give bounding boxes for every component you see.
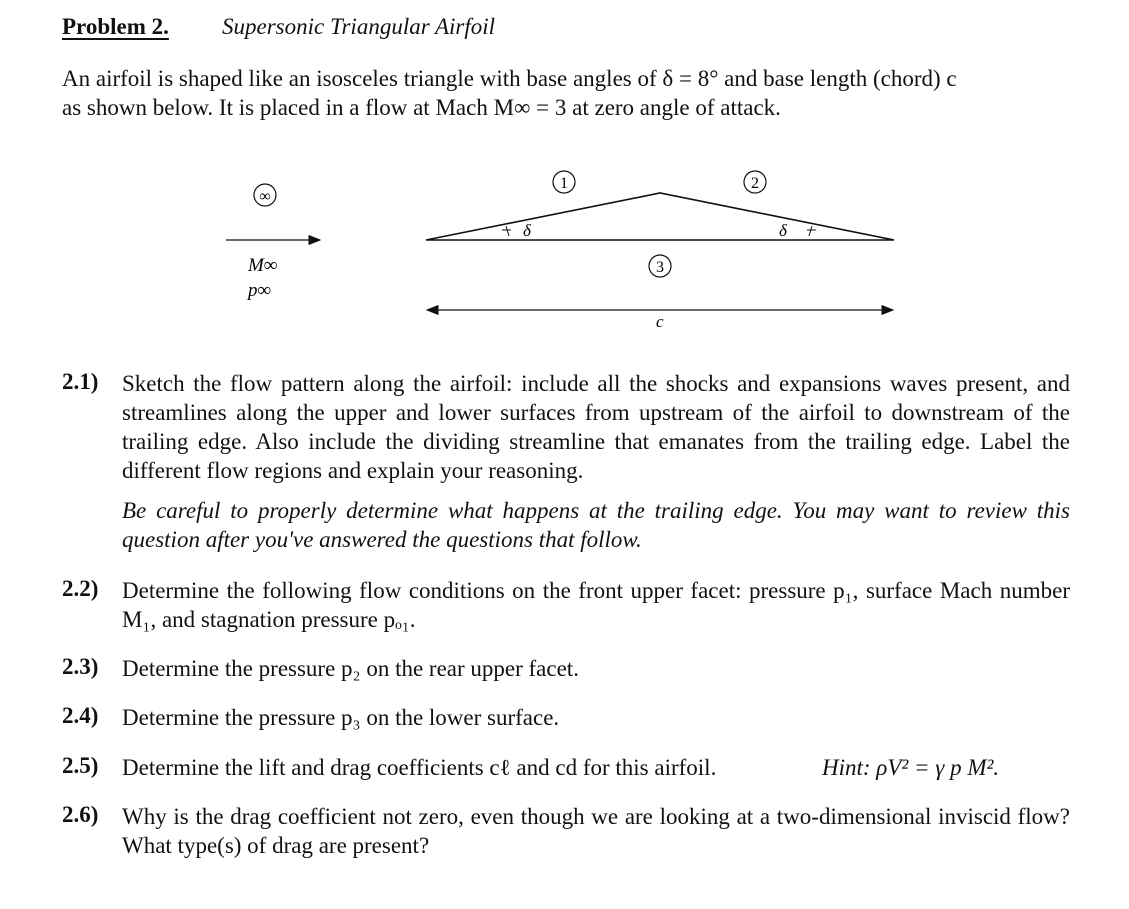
intro-line-2: as shown below. It is placed in a flow at Mach M∞ = 3 at zero angle of attack. [62, 95, 781, 120]
mach-label: M∞ [248, 255, 278, 276]
region-3-label: 3 [656, 259, 664, 276]
question-2-1-text: Sketch the flow pattern along the airfoil: include all the shocks and expansions waves present, and streamlines along the upper and lower surfaces from upstream of the airfoil to downstream of the trailing edge. Also include the dividing streamline that emanates from the trailing edge. Label the different flow regions and explain your reasoning. [122, 371, 1070, 483]
freestream-region-marker [254, 184, 276, 206]
question-2-2-number: 2.2) [62, 576, 99, 601]
question-2-5-text: Determine the lift and drag coefficients cℓ and cd for this airfoil. [122, 755, 717, 780]
region-3-marker [649, 255, 671, 277]
front-angle-label: δ [523, 221, 531, 240]
question-2-5-number: 2.5) [62, 753, 99, 778]
question-2-6-text: Why is the drag coefficient not zero, even though we are looking at a two-dimensional inviscid flow? What type(s) of drag are present? [122, 804, 1070, 858]
question-2-3-text: Determine the pressure p₂ on the rear upper facet. [122, 656, 579, 681]
question-2-3-number: 2.3) [62, 654, 99, 679]
pressure-label: p∞ [248, 280, 272, 301]
region-2-label: 2 [751, 175, 759, 192]
rear-angle-label: δ [779, 221, 787, 240]
region-1-marker [553, 171, 575, 193]
problem-title: Supersonic Triangular Airfoil [222, 14, 496, 39]
question-2-4-text: Determine the pressure p₃ on the lower surface. [122, 705, 560, 730]
chord-label: c [656, 312, 664, 331]
airfoil-triangle [426, 193, 894, 240]
question-2-5-hint: Hint: ρV² = γ p M². [822, 755, 1000, 780]
region-2-marker [744, 171, 766, 193]
question-2-1-number: 2.1) [62, 369, 99, 394]
airfoil-figure [0, 160, 1129, 340]
question-2-4-number: 2.4) [62, 703, 99, 728]
question-2-6-number: 2.6) [62, 802, 99, 827]
freestream-region-label: ∞ [259, 188, 271, 205]
question-2-1-note: Be careful to properly determine what happens at the trailing edge. You may want to review this question after you've answered the questions that follow. [122, 498, 1070, 552]
region-1-label: 1 [560, 175, 568, 192]
intro-line-1: An airfoil is shaped like an isosceles triangle with base angles of δ = 8° and base length (chord) c [62, 66, 957, 91]
question-2-2-text: Determine the following flow conditions on the front upper facet: pressure p₁, surface Mach number M₁, and stagnation pressure pₒ₁. [122, 578, 1070, 632]
problem-label: Problem 2. [62, 14, 169, 39]
